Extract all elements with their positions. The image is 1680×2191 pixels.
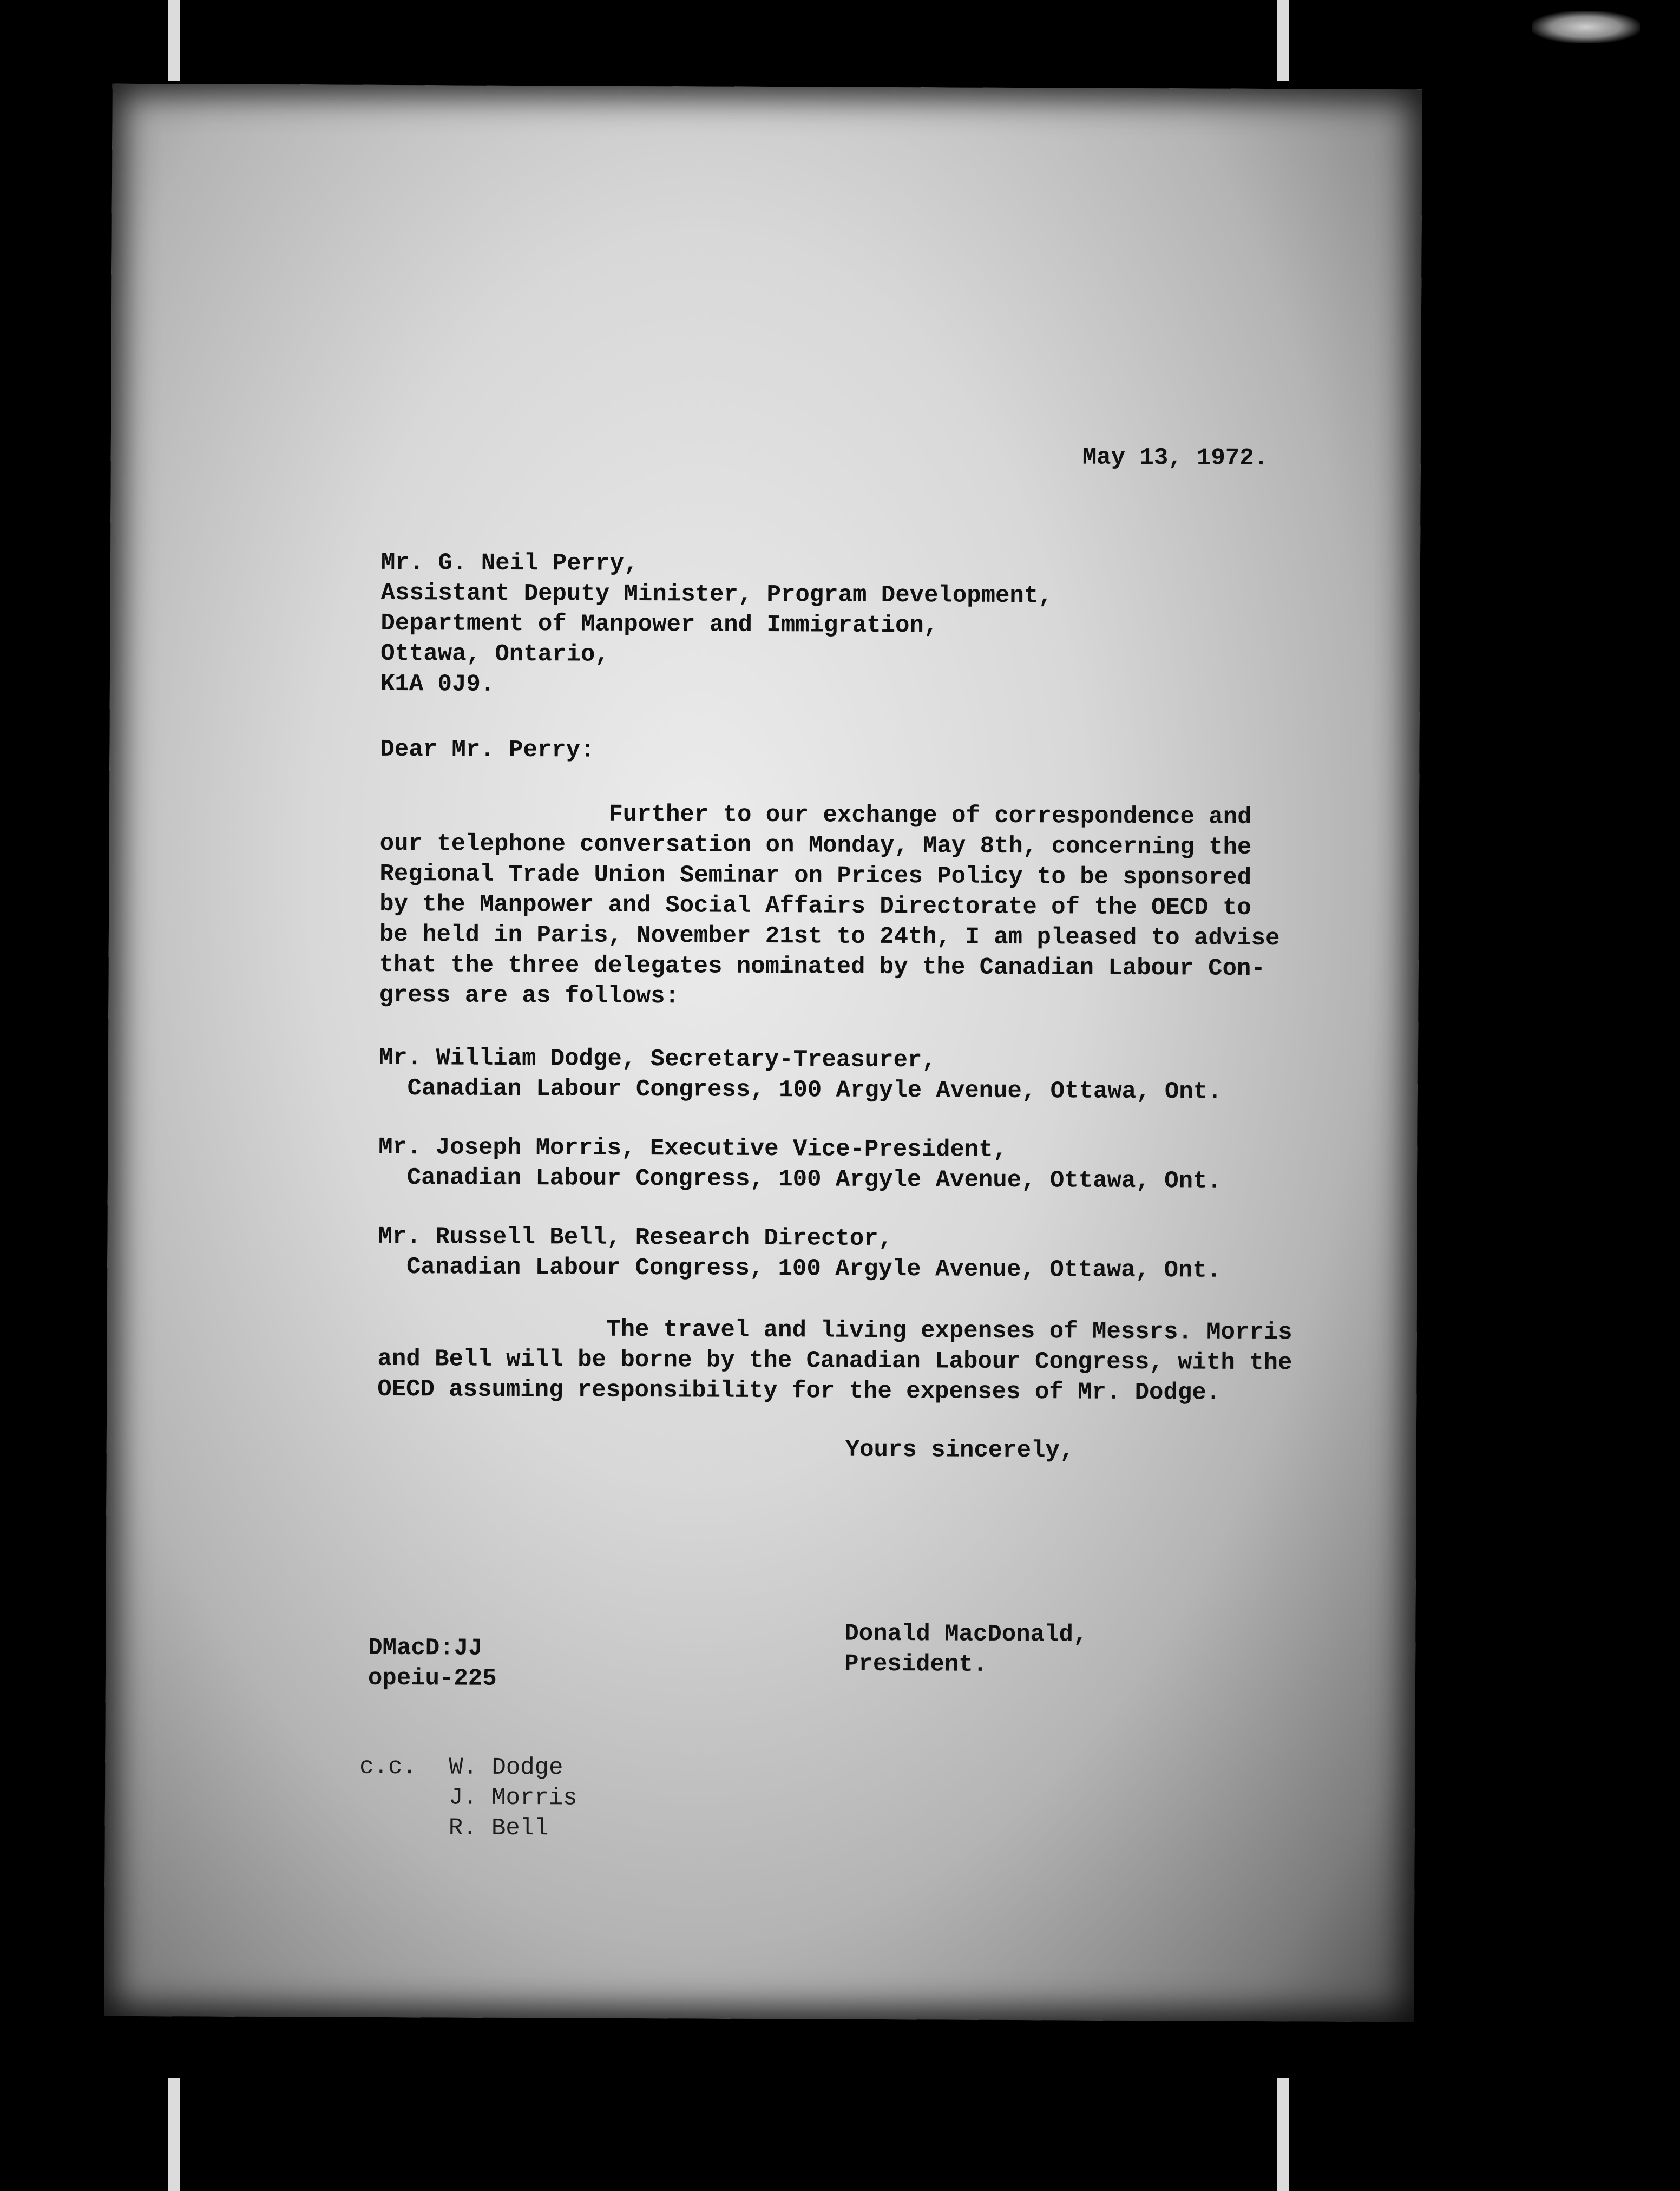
reference-initials: DMacD:JJ — [368, 1634, 483, 1662]
delegate-name: Mr. William Dodge, Secretary-Treasurer, — [378, 1044, 936, 1074]
paragraph-line: and Bell will be borne by the Canadian Labour Congress, with the — [377, 1345, 1292, 1377]
film-artifact — [1532, 11, 1640, 43]
recipient-line: Assistant Deputy Minister, Program Development, — [380, 579, 1053, 610]
reference-code: opeiu-225 — [368, 1664, 497, 1693]
signer-title: President. — [844, 1650, 988, 1678]
letter-date: May 13, 1972. — [1082, 444, 1269, 473]
letter-page — [104, 84, 1422, 2022]
film-edge-bottom-right — [1277, 2078, 1289, 2191]
signer-name: Donald MacDonald, — [844, 1620, 1088, 1649]
recipient-line: Mr. G. Neil Perry, — [380, 549, 639, 578]
salutation: Dear Mr. Perry: — [380, 736, 595, 764]
cc-recipient: J. Morris — [448, 1784, 578, 1812]
recipient-line: K1A 0J9. — [380, 670, 495, 698]
delegate-name: Mr. Joseph Morris, Executive Vice-President, — [378, 1133, 1008, 1164]
paragraph-line: Regional Trade Union Seminar on Prices Policy to be sponsored — [379, 860, 1252, 891]
letter-body — [104, 84, 1422, 2022]
recipient-line: Department of Manpower and Immigration, — [380, 609, 939, 640]
cc-label: c.c. — [359, 1753, 417, 1781]
paragraph-line: by the Manpower and Social Affairs Directorate of the OECD to — [379, 890, 1251, 922]
film-edge-bottom-left — [168, 2078, 180, 2191]
delegate-address: Canadian Labour Congress, 100 Argyle Avenue, Ottawa, Ont. — [378, 1164, 1222, 1195]
paragraph-line: The travel and living expenses of Messrs. Morris — [377, 1315, 1292, 1347]
paragraph-line: that the three delegates nominated by the Canadian Labour Con- — [379, 951, 1265, 983]
film-edge-top-left — [168, 0, 180, 81]
cc-recipient: R. Bell — [448, 1814, 549, 1842]
paragraph-line: Further to our exchange of correspondence and — [379, 799, 1252, 831]
cc-recipient: W. Dodge — [449, 1754, 563, 1782]
paragraph-line: gress are as follows: — [379, 981, 680, 1011]
delegate-address: Canadian Labour Congress, 100 Argyle Avenue, Ottawa, Ont. — [378, 1253, 1222, 1284]
delegate-address: Canadian Labour Congress, 100 Argyle Avenue, Ottawa, Ont. — [378, 1074, 1222, 1106]
paragraph-line: OECD assuming responsibility for the expenses of Mr. Dodge. — [377, 1375, 1221, 1407]
film-edge-top-right — [1277, 0, 1289, 81]
recipient-line: Ottawa, Ontario, — [380, 640, 609, 668]
paragraph-line: be held in Paris, November 21st to 24th, I am pleased to advise — [379, 921, 1280, 953]
delegate-name: Mr. Russell Bell, Research Director, — [378, 1223, 893, 1253]
paragraph-line: our telephone conversation on Monday, May 8th, concerning the — [379, 830, 1252, 861]
closing: Yours sincerely, — [845, 1436, 1074, 1465]
